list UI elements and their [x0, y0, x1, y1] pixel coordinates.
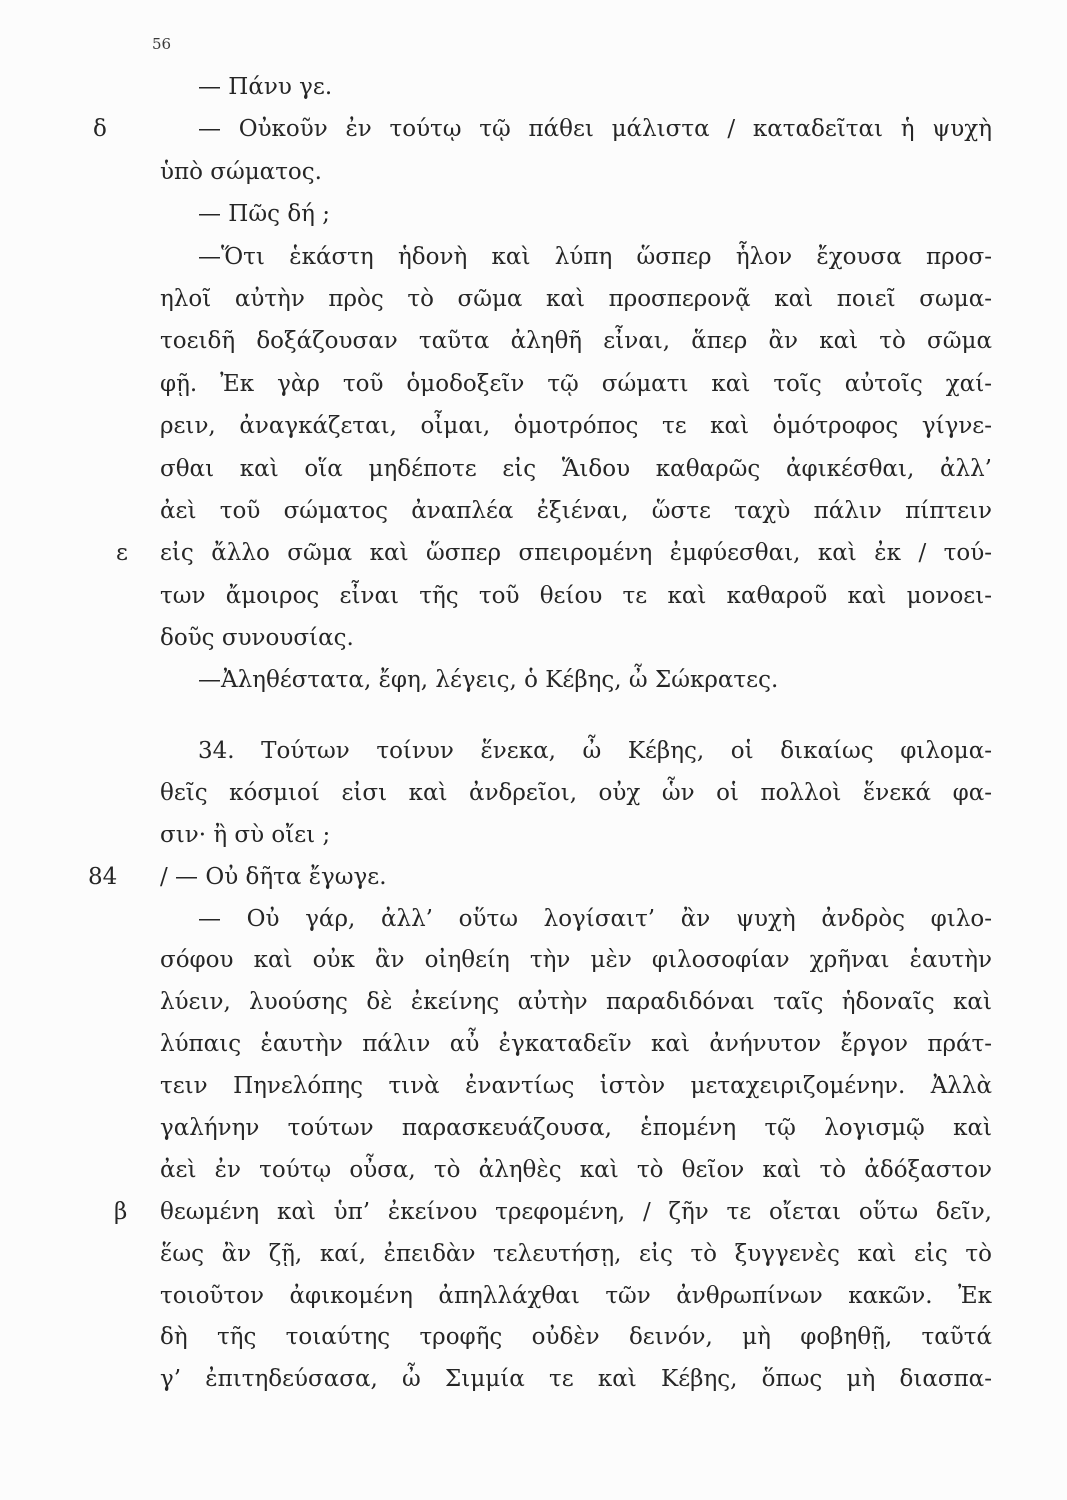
text-line — [160, 982, 992, 1024]
text-line — [160, 940, 992, 982]
line-text: σόφου καὶ οὐκ ἂν οἰηθείη τὴν μὲν φιλοσοφίαν χρῆναι ἑαυτὴν — [160, 947, 992, 974]
line-text: — Οὐκοῦν ἐν τούτῳ τῷ πάθει μάλιστα / καταδεῖται ἡ ψυχὴ — [198, 116, 992, 143]
line-text: δοῦς συνουσίας. — [160, 625, 354, 652]
line-text: 34. Τούτων τοίνυν ἕνεκα, ὦ Κέβης, οἱ δικαίως φιλομα- — [198, 738, 992, 764]
text-line — [160, 617, 992, 659]
line-text: ηλοῖ αὐτὴν πρὸς τὸ σῶμα καὶ προσπερονᾷ καὶ ποιεῖ σωμα- — [160, 285, 992, 312]
margin-ref: 84 — [88, 863, 118, 890]
text-line — [160, 320, 992, 362]
line-text: σθαι καὶ οἵα μηδέποτε εἰς Ἅιδου καθαρῶς ἀφικέσθαι, ἀλλ’ — [160, 455, 992, 482]
text-line — [160, 1108, 992, 1150]
line-text: ἕως ἂν ζῇ, καί, ἐπειδὰν τελευτήσῃ, εἰς τὸ ξυγγενὲς καὶ εἰς τὸ — [160, 1240, 992, 1267]
line-text: — Οὐ γάρ, ἀλλ’ οὕτω λογίσαιτ’ ἂν ψυχὴ ἀνδρὸς φιλο- — [198, 905, 992, 932]
text-line — [160, 1150, 992, 1192]
text-block-upper — [93, 66, 992, 702]
line-text: των ἄμοιρος εἶναι τῆς τοῦ θείου τε καὶ καθαροῦ καὶ μονοει- — [160, 582, 992, 609]
line-text: λύπαις ἑαυτὴν πάλιν αὖ ἐγκαταδεῖν καὶ ἀνήνυτον ἔργον πράτ- — [160, 1031, 992, 1058]
line-text: γαλήνην τούτων παρασκευάζουσα, ἑπομένη τῷ λογισμῷ καὶ — [160, 1115, 992, 1142]
line-text: γ’ ἐπιτηδεύσασα, ὦ Σιμμία τε καὶ Κέβης, ὅπως μὴ διασπα- — [160, 1366, 992, 1393]
text-line — [160, 575, 992, 617]
line-text: ἀεὶ ἐν τούτῳ οὖσα, τὸ ἀληθὲς καὶ τὸ θεῖον καὶ τὸ ἀδόξαστον — [160, 1156, 992, 1183]
page-number: 56 — [152, 35, 172, 53]
text-line — [160, 363, 992, 405]
text-line — [160, 193, 992, 235]
line-text: —Ἀληθέστατα, ἔφη, λέγεις, ὁ Κέβης, ὦ Σώκρατες. — [198, 667, 779, 694]
margin-ref: δ — [93, 116, 107, 143]
text-line — [160, 1317, 992, 1359]
line-text: λύειν, λυούσης δὲ ἐκείνης αὐτὴν παραδιδόναι ταῖς ἡδοναῖς καὶ — [160, 989, 992, 1016]
text-line — [160, 448, 992, 490]
line-text: —Ὅτι ἑκάστη ἡδονὴ καὶ λύπη ὥσπερ ἧλον ἔχουσα προσ- — [198, 243, 992, 270]
text-line — [160, 1276, 992, 1318]
text-line — [160, 1024, 992, 1066]
line-text: σιν· ἢ σὺ οἴει ; — [160, 821, 331, 848]
line-text: τειν Πηνελόπης τινὰ ἐναντίως ἱστὸν μεταχειριζομένην. Ἀλλὰ — [160, 1073, 992, 1100]
text-line — [88, 857, 992, 899]
line-text: — Πῶς δή ; — [198, 201, 331, 228]
line-text: θεωμένη καὶ ὑπ’ ἐκείνου τρεφομένη, / ζῆν τε οἴεται οὕτω δεῖν, — [160, 1198, 992, 1225]
text-line — [160, 773, 992, 815]
line-text: ὑπὸ σώματος. — [160, 158, 322, 185]
text-line — [160, 236, 992, 278]
text-line — [160, 66, 992, 108]
text-line — [114, 1192, 992, 1234]
line-text: τοιοῦτον ἀφικομένη ἀπηλλάχθαι τῶν ἀνθρωπίνων κακῶν. Ἐκ — [160, 1282, 992, 1309]
margin-ref: ε — [116, 540, 128, 567]
text-line — [160, 815, 992, 857]
line-text: τοειδῆ δοξάζουσαν ταῦτα ἀληθῆ εἶναι, ἅπερ ἂν καὶ τὸ σῶμα — [160, 328, 992, 355]
line-text: δὴ τῆς τοιαύτης τροφῆς οὐδὲν δεινόν, μὴ φοβηθῇ, ταῦτά — [160, 1324, 992, 1351]
text-line — [160, 278, 992, 320]
text-block-lower — [88, 731, 992, 1401]
margin-ref: β — [114, 1198, 128, 1225]
text-line — [116, 532, 992, 574]
line-text: ἀεὶ τοῦ σώματος ἀναπλέα ἐξιέναι, ὥστε ταχὺ πάλιν πίπτειν — [160, 497, 992, 524]
text-line — [160, 659, 992, 701]
line-text: φῇ. Ἐκ γὰρ τοῦ ὁμοδοξεῖν τῷ σώματι καὶ τοῖς αὐτοῖς χαί- — [160, 370, 992, 397]
line-text: ρειν, ἀναγκάζεται, οἶμαι, ὁμοτρόπος τε καὶ ὁμότροφος γίγνε- — [160, 413, 992, 440]
line-text: / — Οὐ δῆτα ἔγωγε. — [160, 863, 387, 890]
text-line — [160, 731, 992, 773]
text-line — [160, 1359, 992, 1401]
text-line — [160, 151, 992, 193]
text-line — [160, 1066, 992, 1108]
line-text: εἰς ἄλλο σῶμα καὶ ὥσπερ σπειρομένη ἐμφύεσθαι, καὶ ἐκ / τού- — [160, 540, 992, 567]
line-text: — Πάνυ γε. — [198, 74, 333, 100]
line-text: θεῖς κόσμιοί εἰσι καὶ ἀνδρεῖοι, οὐχ ὧν οἱ πολλοὶ ἕνεκά φα- — [160, 779, 992, 806]
text-line — [160, 899, 992, 941]
text-line — [160, 490, 992, 532]
text-line — [160, 405, 992, 447]
text-line — [93, 108, 992, 150]
text-line — [160, 1234, 992, 1276]
